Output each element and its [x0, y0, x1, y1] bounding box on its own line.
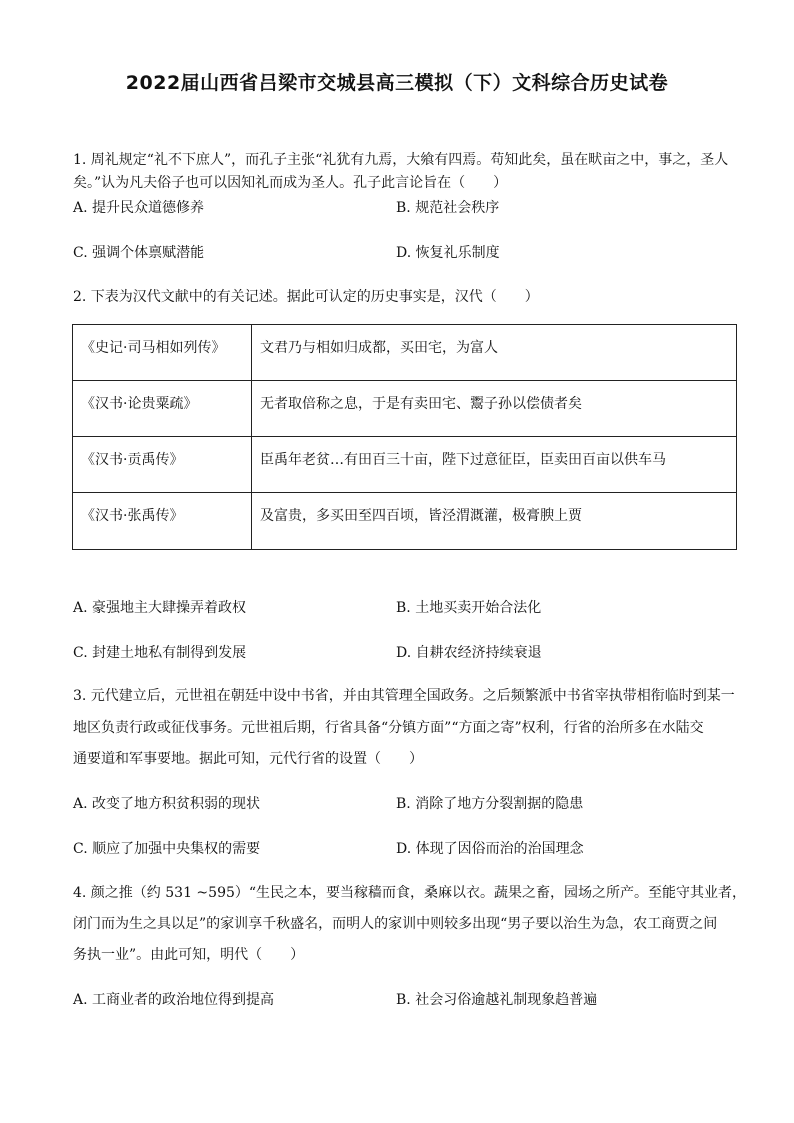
table-cell-source: 《汉书·张禹传》 [73, 493, 252, 550]
question-4-option-b: B. 社会习俗逾越礼制现象趋普遍 [396, 992, 598, 1008]
table-cell-source: 《汉书·论贵粟疏》 [73, 381, 252, 437]
question-2-option-d: D. 自耕农经济持续衰退 [396, 645, 542, 661]
question-1-option-c: C. 强调个体禀赋潜能 [73, 245, 205, 261]
question-3-option-b: B. 消除了地方分裂割据的隐患 [396, 796, 584, 812]
question-2-option-a: A. 豪强地主大肆操弄着政权 [73, 600, 247, 616]
question-3-line-3: 通要道和军事要地。据此可知，元代行省的设置（ ） [73, 751, 423, 767]
table-row [73, 493, 737, 550]
question-1-option-d: D. 恢复礼乐制度 [396, 245, 500, 261]
question-1-line-2: 矣。”认为凡夫俗子也可以因知礼而成为圣人。孔子此言论旨在（ ） [73, 175, 508, 191]
question-4-line-1: 4. 颜之推（约 531 ~595）“生民之本，要当稼穑而食，桑麻以衣。蔬果之畜，园场之所产。至能守其业者， [73, 885, 747, 901]
question-3-option-c: C. 顺应了加强中央集权的需要 [73, 841, 261, 857]
question-2-line-1: 2. 下表为汉代文献中的有关记述。据此可认定的历史事实是，汉代（ ） [73, 289, 539, 305]
source-table [72, 324, 737, 550]
question-4-line-3: 务执一业”。由此可知，明代（ ） [73, 947, 305, 963]
table-cell-source: 《史记·司马相如列传》 [73, 325, 252, 381]
table-cell-quote: 臣禹年老贫…有田百三十亩，陛下过意征臣，臣卖田百亩以供车马 [252, 437, 737, 493]
question-2-option-b: B. 土地买卖开始合法化 [396, 600, 542, 616]
question-1-option-b: B. 规范社会秩序 [396, 200, 500, 216]
table-cell-quote: 及富贵，多买田至四百顷，皆泾渭溉灌，极膏腴上贾 [252, 493, 737, 550]
table-row [73, 437, 737, 493]
question-3-line-2: 地区负责行政或征伐事务。元世祖后期，行省具备“分镇方面”“方面之寄”权利，行省的治所多在水陆交 [73, 720, 704, 736]
table-row [73, 325, 737, 381]
question-3-option-d: D. 体现了因俗而治的治国理念 [396, 841, 584, 857]
question-3-option-a: A. 改变了地方积贫积弱的现状 [73, 796, 261, 812]
question-3-line-1: 3. 元代建立后，元世祖在朝廷中设中书省，并由其管理全国政务。之后频繁派中书省宰执带相衔临时到某一 [73, 688, 735, 704]
question-1-line-1: 1. 周礼规定“礼不下庶人”，而孔子主张“礼犹有九焉，大飨有四焉。苟知此矣，虽在畎亩之中，事之，圣人 [73, 152, 729, 168]
table-cell-quote: 无者取倍称之息，于是有卖田宅、鬻子孙以偿债者矣 [252, 381, 737, 437]
question-4-line-2: 闭门而为生之具以足”的家训享千秋盛名，而明人的家训中则较多出现“男子要以治生为急，农工商贾之间 [73, 916, 718, 932]
table-row [73, 381, 737, 437]
question-1-option-a: A. 提升民众道德修养 [73, 200, 205, 216]
table-cell-source: 《汉书·贡禹传》 [73, 437, 252, 493]
question-2-option-c: C. 封建土地私有制得到发展 [73, 645, 247, 661]
question-4-option-a: A. 工商业者的政治地位得到提高 [73, 992, 275, 1008]
exam-title: 2022届山西省吕梁市交城县高三模拟（下）文科综合历史试卷 [125, 72, 669, 94]
table-cell-quote: 文君乃与相如归成都，买田宅，为富人 [252, 325, 737, 381]
